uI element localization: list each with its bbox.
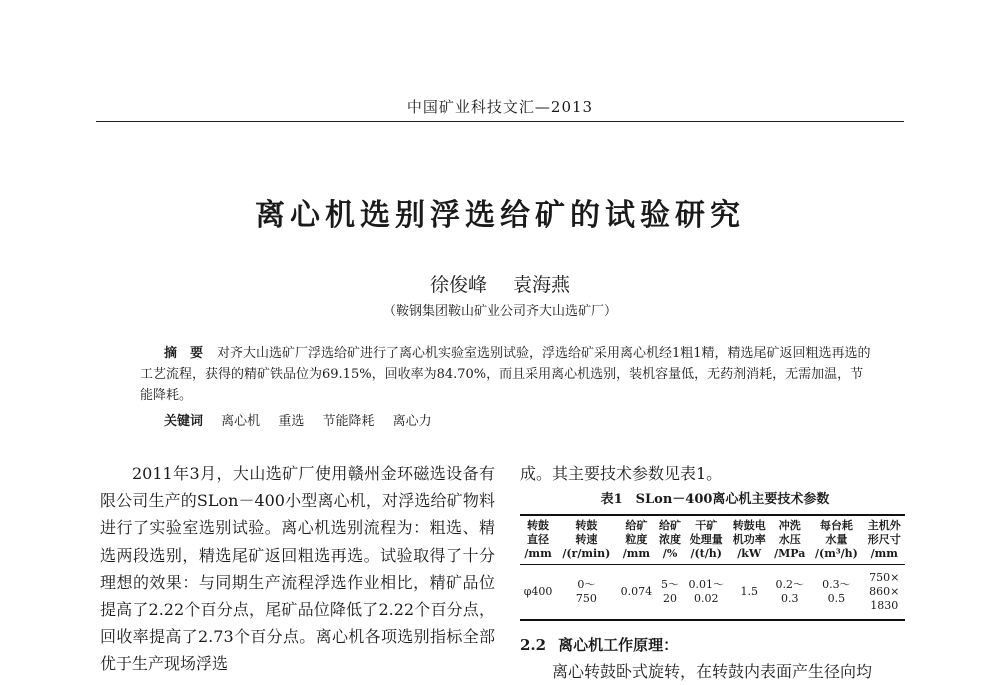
section-heading: [520, 634, 678, 655]
cell-drum-speed: 0～ 750: [556, 565, 616, 621]
paper-title: 离心机选别浮选给矿的试验研究: [255, 198, 745, 233]
author-1: 徐俊峰: [429, 274, 487, 296]
abstract: [140, 343, 875, 406]
th-feed-size: 给矿 粒度 /mm: [617, 515, 657, 565]
abstract-label: 摘 要: [164, 346, 204, 361]
affiliation: （鞍钢集团鞍山矿业公司齐大山选矿厂）: [382, 304, 617, 319]
cell-feed-density: 5～ 20: [656, 565, 684, 621]
body-right-intro: 成。其主要技术参数见表1。: [520, 464, 723, 483]
header-rule: [96, 121, 904, 122]
th-wash-pressure: 冲洗 水压 /MPa: [770, 515, 809, 565]
keyword-3: 节能降耗: [322, 414, 375, 429]
section-title: 离心机工作原理：: [558, 636, 679, 654]
cell-capacity: 0.01～ 0.02: [684, 565, 729, 621]
th-drum-speed: 转鼓 转速 /(r/min): [556, 515, 616, 565]
cell-feed-size: 0.074: [617, 565, 657, 621]
body-left-paragraph: 2011年3月，大山选矿厂使用赣州金环磁选设备有限公司生产的SLon－400小型离心机，对浮选给矿物料进行了实验室选别试验。离心机选别流程为：粗选、精选两段选别，精选尾矿返回粗选再选。试验取得了十分理想的效果：与同期生产流程浮选作业相比，精矿品位提高了2.22个百分点，尾矿品位降低了2.22个百分点，回收率提高了2.73个百分点。离心机各项选别指标全部优于生产现场浮选: [100, 464, 495, 674]
cell-motor-power: 1.5: [729, 565, 771, 621]
abstract-text: 对齐大山选矿厂浮选给矿进行了离心机实验室选别试验，浮选给矿采用离心机经1粗1精，精选尾矿返回粗选再选的工艺流程，获得的精矿铁品位为69.15%，回收率为84.70%，而且采用离心机选别，装机容量低，无药剂消耗，无需加温，节能降耗。: [140, 346, 871, 403]
params-table: [520, 514, 905, 621]
authors: [0, 270, 1000, 297]
keywords-label: 关键词: [164, 414, 204, 429]
cell-wash-pressure: 0.2～ 0.3: [770, 565, 809, 621]
section-paragraph: 离心转鼓卧式旋转，在转鼓内表面产生径向均: [552, 662, 873, 681]
table-header-row: [520, 515, 905, 565]
keyword-4: 离心力: [392, 414, 432, 429]
section-number: 2.2: [520, 636, 547, 654]
cell-water-usage: 0.3～ 0.5: [809, 565, 863, 621]
params-table-wrapper: [520, 514, 905, 621]
keywords: [164, 410, 864, 429]
table-caption: 表1 SLon－400离心机主要技术参数: [600, 492, 830, 507]
th-capacity: 干矿 处理量 /(t/h): [684, 515, 729, 565]
cell-drum-diameter: φ400: [520, 565, 556, 621]
keyword-1: 离心机: [221, 414, 261, 429]
cell-dimensions: 750× 860× 1830: [863, 565, 905, 621]
body-left-column: [100, 460, 495, 678]
author-2: 袁海燕: [513, 274, 571, 296]
th-dimensions: 主机外 形尺寸 /mm: [863, 515, 905, 565]
table-row: [520, 565, 905, 621]
running-header: 中国矿业科技文汇—2013: [406, 98, 594, 116]
th-feed-density: 给矿 浓度 /%: [656, 515, 684, 565]
th-water-usage: 每台耗 水量 /(m³/h): [809, 515, 863, 565]
th-motor-power: 转鼓电 机功率 /kW: [729, 515, 771, 565]
th-drum-diameter: 转鼓 直径 /mm: [520, 515, 556, 565]
keyword-2: 重选: [278, 414, 305, 429]
